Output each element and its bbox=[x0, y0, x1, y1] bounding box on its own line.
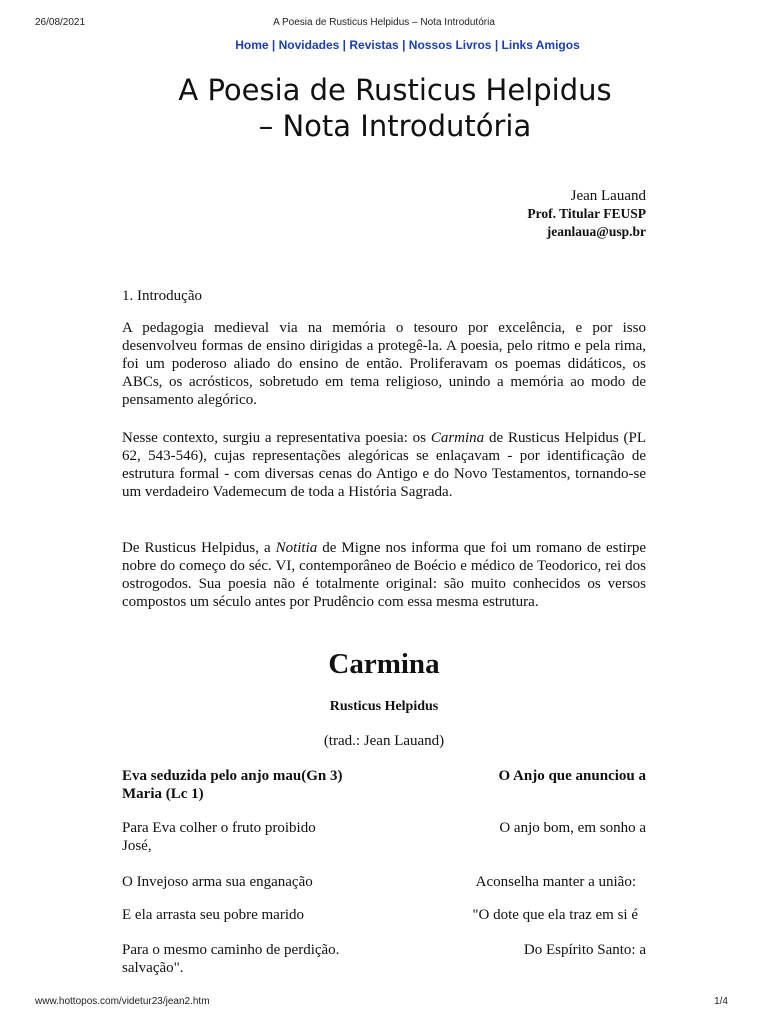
nav-separator: | bbox=[271, 38, 276, 52]
poem-row-titles bbox=[122, 767, 646, 803]
poem-right-line-2: Aconselha manter a união: bbox=[475, 874, 636, 890]
poem-left-line-2: O Invejoso arma sua enganação bbox=[122, 874, 313, 890]
carmina-title: Carmina bbox=[328, 648, 440, 680]
author-name: Jean Lauand bbox=[570, 188, 646, 204]
poem-right-title-cont: Maria (Lc 1) bbox=[122, 786, 204, 802]
nav-link-links-amigos[interactable]: Links Amigos bbox=[501, 38, 580, 52]
section-heading: 1. Introdução bbox=[122, 288, 202, 304]
page-title bbox=[150, 72, 640, 144]
poem-right-line-1-cont: José, bbox=[122, 838, 152, 854]
print-page-title: A Poesia de Rusticus Helpidus – Nota Introdutória bbox=[273, 17, 495, 28]
nav-link-home[interactable]: Home bbox=[235, 38, 269, 52]
poem-right-line-1: O anjo bom, em sonho a bbox=[499, 820, 646, 836]
intro-paragraph-1: A pedagogia medieval via na memória o tesouro por excelência, e por isso desenvolveu formas de ensino dirigidas a protegê-la. A poesia, pelo ritmo e pela rima, foi um poderoso aliado do ensino de então. Proliferavam os poemas didáticos, os ABCs, os acrósticos, sobretudo em tema religioso, unindo a memória ao modo de pensamento alegórico. bbox=[122, 320, 646, 408]
poem-left-title: Eva seduzida pelo anjo mau(Gn 3) bbox=[122, 768, 343, 784]
poem-left-line-4: Para o mesmo caminho de perdição. bbox=[122, 942, 340, 958]
p2-text-end: de Rusticus Helpidus (PL 62, 543-546), cujas representações alegóricas se enlaçavam - por identificação de estrutura formal - com diversas cenas do Antigo e do Novo Testamentos, tornando-se um verdadeiro Vademecum de toda a História Sagrada. bbox=[122, 430, 646, 500]
page-title-line-2: – Nota Introdutória bbox=[258, 109, 532, 143]
nav-separator: | bbox=[402, 38, 406, 52]
page-title-line-1: A Poesia de Rusticus Helpidus bbox=[178, 73, 612, 107]
p3-notitia-italic: Notitia bbox=[275, 540, 318, 556]
author-email: jeanlaua@usp.br bbox=[546, 224, 646, 239]
p3-text-start: De Rusticus Helpidus, a bbox=[122, 540, 276, 556]
p2-text-start: Nesse contexto, surgiu a representativa poesia: os bbox=[122, 430, 431, 446]
top-navigation bbox=[0, 38, 768, 52]
nav-link-novidades[interactable]: Novidades bbox=[278, 38, 340, 52]
p2-carmina-italic: Carmina bbox=[430, 430, 485, 446]
p3-text-end: de Migne nos informa que foi um romano de estirpe nobre do começo do séc. VI, contemporâneo de Boécio e médico de Teodorico, rei dos ostrogodos. Sua poesia não é totalmente original: são muito conhecidos os versos compostos um século antes por Prudêncio com essa mesma estrutura. bbox=[122, 540, 647, 610]
poem-row-4 bbox=[122, 941, 646, 977]
poem-row-1 bbox=[122, 819, 646, 855]
nav-link-nossos-livros[interactable]: Nossos Livros bbox=[408, 38, 492, 52]
intro-paragraph-3 bbox=[122, 539, 646, 611]
poem-left-line-3: E ela arrasta seu pobre marido bbox=[122, 907, 304, 923]
poem-right-line-4-cont: salvação". bbox=[122, 960, 184, 976]
nav-link-revistas[interactable]: Revistas bbox=[349, 38, 399, 52]
carmina-author: Rusticus Helpidus bbox=[329, 699, 439, 714]
print-url: www.hottopos.com/videtur23/jean2.htm bbox=[35, 996, 210, 1007]
poem-left-line-1: Para Eva colher o fruto proibido bbox=[122, 820, 316, 836]
intro-paragraph-2 bbox=[122, 429, 646, 501]
nav-separator: | bbox=[494, 38, 499, 52]
poem-row-3 bbox=[122, 906, 646, 924]
poem-right-line-3: "O dote que ela traz em si é bbox=[472, 907, 638, 923]
nav-separator: | bbox=[342, 38, 347, 52]
author-block bbox=[527, 187, 646, 241]
poem-right-line-4: Do Espírito Santo: a bbox=[523, 942, 646, 958]
print-page-number: 1/4 bbox=[714, 996, 728, 1007]
print-date: 26/08/2021 bbox=[35, 17, 86, 28]
carmina-translator: (trad.: Jean Lauand) bbox=[323, 733, 445, 749]
poem-row-2 bbox=[122, 873, 646, 891]
author-position: Prof. Titular FEUSP bbox=[527, 206, 646, 221]
poem-right-title: O Anjo que anunciou a bbox=[498, 768, 646, 784]
